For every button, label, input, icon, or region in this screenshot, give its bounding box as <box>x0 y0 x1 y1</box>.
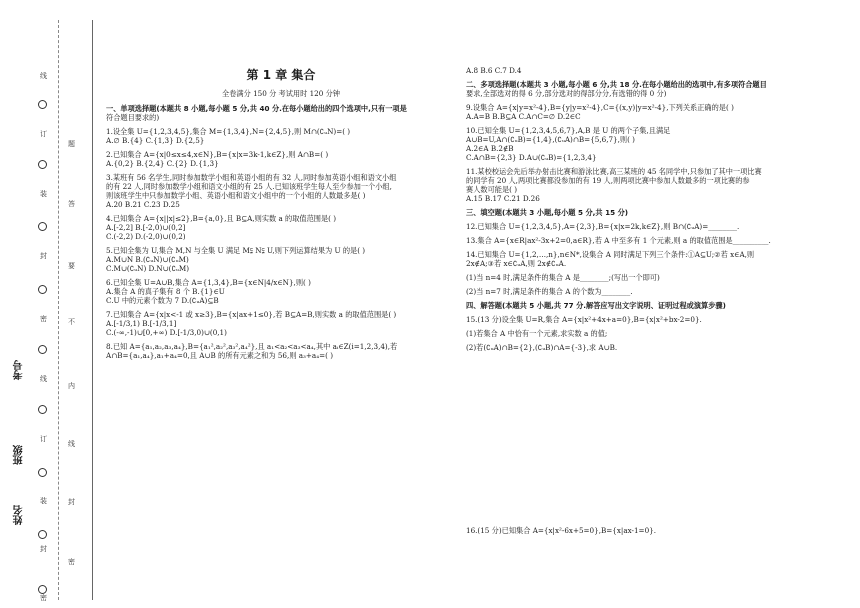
text-line: 要求,全部选对的得 6 分,部分选对的得部分分,有选错的得 0 分) <box>466 89 667 98</box>
binding-word: 封 <box>40 252 47 260</box>
text-line: A.{0,2} B.{2,4} C.{2} D.{1,3} <box>106 159 219 168</box>
text-line: 一、单项选择题(本题共 8 小题,每小题 5 分,共 40 分.在每小题给出的四个选项中,只有一项是 <box>106 104 407 113</box>
text-line: 则该班学生中只参加数学小组、英语小组和语文小组中的一个小组的人数最多是( ) <box>106 191 366 200</box>
binding-line-inner <box>92 20 93 600</box>
binding-word: 装 <box>40 497 47 505</box>
binding-word: 装 <box>40 190 47 198</box>
binding-hole <box>38 405 47 414</box>
class-label: 班级 <box>14 445 25 465</box>
text-line: (2)若(∁ᵤA)∩B={2},(∁ᵤB)∩A={-3},求 A∪B. <box>466 343 618 352</box>
text-line: 1.设全集 U={1,2,3,4,5},集合 M={1,3,4},N={2,4,5},则 M∩(∁ᵤN)=( ) <box>106 127 351 136</box>
text-line: 二、多项选择题(本题共 3 小题,每小题 6 分,共 18 分.在每小题给出的选项中,有多项符合题目 <box>466 80 767 89</box>
text-line: (2)当 n=7 时,满足条件的集合 A 的个数为________. <box>466 287 633 296</box>
binding-notice-word: 密 <box>68 558 75 566</box>
text-line: A.集合 A 的真子集有 8 个 B.{1}∈U <box>106 287 225 296</box>
text-line: C.(-∞,-1)∪[0,+∞) D.[-1/3,0)∪(0,1) <box>106 328 227 337</box>
text-line: 符合题目要求的) <box>106 113 160 122</box>
text-line: A∪B=U,A∩(∁ᵤB)={1,4},(∁ᵤA)∩B={5,6,7},则( ) <box>466 135 635 144</box>
binding-hole <box>38 160 47 169</box>
text-line: 5.已知全集为 U,集合 M,N 与全集 U 满足 M⫋ N⫋ U,则下列运算结果为 U 的是( ) <box>106 246 366 255</box>
text-line: 7.已知集合 A={x|x<-1 或 x≥3},B={x|ax+1≤0},若 B⊆A=B,则实数 a 的取值范围是( ) <box>106 310 397 319</box>
binding-notice-word: 不 <box>68 318 75 326</box>
text-line: 的有 22 人,同时参加数学小组和语文小组的有 25 人.已知该班学生每人至少参加一个小组, <box>106 182 392 191</box>
text-line: 8.已知 A={a₁,a₂,a₃,a₄},B={a₁²,a₂²,a₃²,a₄²},且 a₁<a₂<a₃<a₄,其中 aᵢ∈Z(i=1,2,3,4),若 <box>106 342 398 351</box>
text-line: 13.集合 A={x∈R|ax²-3x+2=0,a∈R},若 A 中至多有 1 个元素,则 a 的取值范围是__________. <box>466 236 771 245</box>
text-line: 三、填空题(本题共 3 小题,每小题 5 分,共 15 分) <box>466 208 629 217</box>
text-line: 10.已知全集 U={1,2,3,4,5,6,7},A,B 是 U 的两个子集,且满足 <box>466 126 671 135</box>
text-line: A.∅ B.{4} C.{1,3} D.{2,5} <box>106 136 205 145</box>
text-line: A.M∪N B.(∁ᵤN)∪(∁ᵤM) <box>106 255 189 264</box>
text-line: 6.已知全集 U=A∪B,集合 A={1,3,4},B={x∈N|4/x∈N},则( ) <box>106 278 311 287</box>
binding-margin <box>0 0 100 608</box>
text-line: 11.某校校运会先后举办射击比赛和游泳比赛,高三某班的 45 名同学中,只参加了其中一项比赛 <box>466 167 762 176</box>
text-line: A.15 B.17 C.21 D.26 <box>466 194 540 203</box>
text-line: C.M∪(∁ᵤN) D.N∪(∁ᵤM) <box>106 264 190 273</box>
text-line: 2.已知集合 A={x|0≤x≤4,x∈N},B={x|x=3k-1,k∈Z},则 A∩B=( ) <box>106 150 329 159</box>
exam-info: 全卷满分 150 分 考试用时 120 分钟 <box>222 89 340 98</box>
text-line: A.8 B.6 C.7 D.4 <box>466 66 522 75</box>
binding-word: 线 <box>40 72 47 80</box>
binding-hole <box>38 100 47 109</box>
binding-hole <box>38 345 47 354</box>
text-line: A∩B={a₁,a₄},a₁+a₄=0,且 A∪B 的所有元素之和为 56,则 a₃+a₄=( ) <box>106 351 334 360</box>
text-line: 3.某班有 56 名学生,同时参加数学小组和英语小组的有 32 人,同时参加英语小组和语文小组 <box>106 173 397 182</box>
binding-notice-word: 答 <box>68 200 75 208</box>
text-line: 四、解答题(本题共 5 小题,共 77 分.解答应写出文字说明、证明过程或演算步骤) <box>466 301 726 310</box>
page-title: 第 1 章 集合 <box>246 68 316 82</box>
question-16: 16.(15 分)已知集合 A={x|x²-6x+5=0},B={x|ax-1=0}. <box>466 526 657 535</box>
binding-word: 订 <box>40 130 47 138</box>
binding-notice-word: 要 <box>68 262 75 270</box>
binding-word: 密 <box>40 315 47 323</box>
text-line: 4.已知集合 A={x||x|≤2},B={a,0},且 B⊆A,则实数 a 的取值范围是( ) <box>106 214 337 223</box>
text-line: C.A∩B={2,3} D.A∪(∁ᵤB)={1,2,3,4} <box>466 153 597 162</box>
text-line: A.20 B.21 C.23 D.25 <box>106 200 180 209</box>
text-line: C.(-2,2) D.(-2,0)∪(0,2) <box>106 232 186 241</box>
text-line: A.[-1/3,1) B.[-1/3,1] <box>106 319 177 328</box>
text-line: 12.已知集合 U={1,2,3,4,5},A={2,3},B={x|x=2k,k∈Z},则 B∩(∁ᵤA)=________. <box>466 222 740 231</box>
text-line: A.A=B B.B⊆A C.A∩C=∅ D.2∈C <box>466 112 581 121</box>
binding-hole <box>38 585 47 594</box>
binding-hole <box>38 530 47 539</box>
name-label: 姓名 <box>14 505 25 525</box>
text-line: 15.(13 分)设全集 U=R,集合 A={x|x²+4x+a=0},B={x|x²+bx-2=0}. <box>466 315 702 324</box>
left-column <box>106 68 456 360</box>
text-line: (1)当 n=4 时,满足条件的集合 A 是________;(写出一个即可) <box>466 273 660 282</box>
binding-word: 订 <box>40 435 47 443</box>
binding-word: 密 <box>40 594 47 602</box>
text-line: A.[-2,2] B.[-2,0)∪(0,2] <box>106 223 186 232</box>
exam-number-label: 考号 <box>14 360 25 380</box>
text-line: 赛人数可能是( ) <box>466 185 518 194</box>
text-line: C.U 中的元素个数为 7 D.(∁ᵤA)⊆B <box>106 296 219 305</box>
text-line: 9.设集合 A={x|y=x²-4},B={y|y=x²-4},C={(x,y)|y=x²-4},下列关系正确的是( ) <box>466 103 734 112</box>
text-line: 的同学有 20 人,两项比赛都没参加的有 19 人,则两项比赛中参加人数最多的一项比赛的参 <box>466 176 750 185</box>
binding-notice-word: 封 <box>68 498 75 506</box>
text-line: A.2∈A B.2∉B <box>466 144 514 153</box>
right-column <box>466 66 846 352</box>
binding-word: 封 <box>40 545 47 553</box>
binding-hole <box>38 285 47 294</box>
text-line: (1)若集合 A 中恰有一个元素,求实数 a 的值; <box>466 329 608 338</box>
binding-notice-word: 线 <box>68 440 75 448</box>
binding-notice-word: 内 <box>68 382 75 390</box>
text-line: 2x∉A;③若 x∈∁ᵤA,则 2x∉∁ᵤA. <box>466 259 567 268</box>
binding-hole <box>38 222 47 231</box>
binding-notice-word: 题 <box>68 140 75 148</box>
binding-hole <box>38 468 47 477</box>
binding-line-middle <box>58 20 59 600</box>
text-line: 14.已知集合 U={1,2,…,n},n∈N*,设集合 A 同时满足下列三个条件:①A⊆U;②若 x∈A,则 <box>466 250 755 259</box>
binding-word: 线 <box>40 375 47 383</box>
